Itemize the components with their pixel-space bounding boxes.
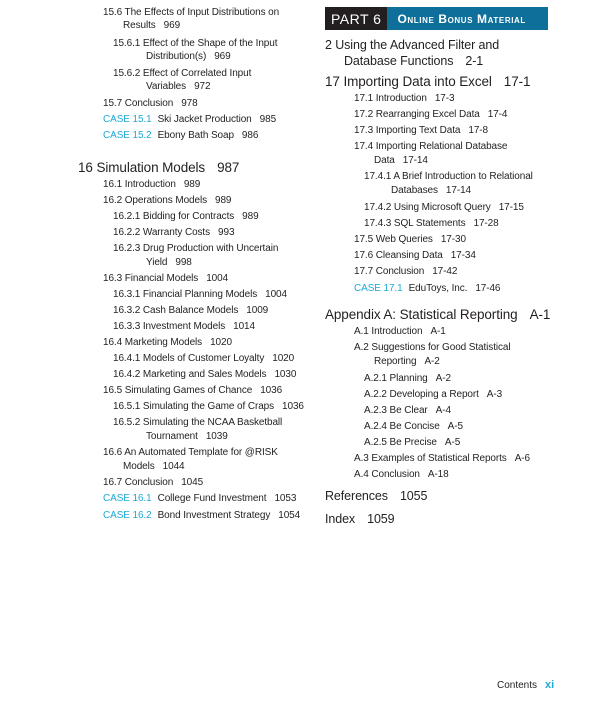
toc-entry: Data 17-14 [374, 155, 428, 166]
toc-entry: 16.6 An Automated Template for @RISK [103, 447, 278, 458]
toc-entry: 16.2.2 Warranty Costs 993 [113, 227, 235, 238]
toc-entry: 15.6 The Effects of Input Distributions on [103, 7, 280, 18]
toc-entry: 16.2 Operations Models 989 [103, 195, 232, 206]
footer-label: Contents [497, 680, 538, 691]
toc-entry: 17.4.1 A Brief Introduction to Relational [364, 171, 533, 182]
toc-entry: 16.5 Simulating Games of Chance 1036 [103, 385, 283, 396]
case-entry: CASE 17.1 EduToys, Inc. 17-46 [354, 283, 501, 294]
toc-entry: 17.7 Conclusion 17-42 [354, 266, 458, 277]
page-footer [497, 679, 554, 691]
toc-entry: A.3 Examples of Statistical Reports A-6 [354, 453, 530, 464]
toc-entry: A.1 Introduction A-1 [354, 326, 446, 337]
toc-entry: 15.7 Conclusion 978 [103, 98, 198, 109]
part-number: PART 6 [325, 7, 387, 30]
toc-entry: A.2.4 Be Concise A-5 [364, 421, 463, 432]
toc-entry: 15.6.1 Effect of the Shape of the Input [113, 38, 278, 49]
chapter-entry: Appendix A: Statistical Reporting A-1 [325, 307, 551, 322]
chapter-entry: Database Functions 2-1 [344, 54, 484, 68]
toc-entry: 16.3.2 Cash Balance Models 1009 [113, 305, 269, 316]
case-label: CASE 15.2 [103, 130, 152, 141]
toc-entry: 16.4.1 Models of Customer Loyalty 1020 [113, 353, 295, 364]
toc-entry: Yield 998 [146, 257, 192, 268]
toc-entry: 16.2.1 Bidding for Contracts 989 [113, 211, 259, 222]
chapter-entry: 16 Simulation Models 987 [78, 160, 240, 175]
toc-entry: 16.3.3 Investment Models 1014 [113, 321, 255, 332]
toc-entry: 16.7 Conclusion 1045 [103, 477, 204, 488]
case-entry: CASE 15.2 Ebony Bath Soap 986 [103, 130, 259, 141]
case-entry: CASE 15.1 Ski Jacket Production 985 [103, 114, 277, 125]
case-entry: CASE 16.1 College Fund Investment 1053 [103, 493, 297, 504]
case-entry: CASE 16.2 Bond Investment Strategy 1054 [103, 510, 301, 521]
chapter-entry: References 1055 [325, 489, 428, 503]
chapter-entry: 17 Importing Data into Excel 17-1 [325, 74, 531, 89]
part-title: Online Bonus Material [397, 11, 526, 26]
toc-entry: Distribution(s) 969 [146, 51, 231, 62]
toc-entry: 16.3 Financial Models 1004 [103, 273, 229, 284]
toc-entry: 16.5.2 Simulating the NCAA Basketball [113, 417, 283, 428]
toc-entry: A.2.5 Be Precise A-5 [364, 437, 461, 448]
chapter-entry: 2 Using the Advanced Filter and [325, 38, 500, 52]
toc-entry: Reporting A-2 [374, 356, 440, 367]
toc-entry: 17.4 Importing Relational Database [354, 141, 508, 152]
toc-entry: 16.2.3 Drug Production with Uncertain [113, 243, 279, 254]
toc-entry: 17.6 Cleansing Data 17-34 [354, 250, 476, 261]
case-label: CASE 15.1 [103, 114, 152, 125]
case-label: CASE 17.1 [354, 283, 403, 294]
case-label: CASE 16.2 [103, 510, 152, 521]
toc-entry: 17.4.3 SQL Statements 17-28 [364, 218, 499, 229]
toc-entry: 16.4 Marketing Models 1020 [103, 337, 232, 348]
toc-entry: 15.6.2 Effect of Correlated Input [113, 68, 252, 79]
case-label: CASE 16.1 [103, 493, 152, 504]
toc-entry: Results 969 [123, 20, 181, 31]
toc-entry: 17.1 Introduction 17-3 [354, 93, 455, 104]
page-number: xi [545, 679, 555, 691]
toc-entry: A.2.3 Be Clear A-4 [364, 405, 451, 416]
toc-entry: A.4 Conclusion A-18 [354, 469, 449, 480]
toc-entry: 17.5 Web Queries 17-30 [354, 234, 466, 245]
toc-entry: 17.4.2 Using Microsoft Query 17-15 [364, 202, 524, 213]
toc-entry: 17.2 Rearranging Excel Data 17-4 [354, 109, 508, 120]
toc-entry: Tournament 1039 [146, 431, 228, 442]
toc-entry: 16.1 Introduction 989 [103, 179, 201, 190]
toc-entry: Variables 972 [146, 81, 211, 92]
toc-entry: 16.4.2 Marketing and Sales Models 1030 [113, 369, 297, 380]
toc-entry: A.2 Suggestions for Good Statistical [354, 342, 511, 353]
part-header [325, 7, 548, 30]
toc-entry: A.2.1 Planning A-2 [364, 373, 451, 384]
toc-entry: 16.3.1 Financial Planning Models 1004 [113, 289, 287, 300]
toc-entry: Databases 17-14 [391, 185, 471, 196]
chapter-entry: Index 1059 [325, 512, 395, 526]
toc-entry: 16.5.1 Simulating the Game of Craps 1036 [113, 401, 304, 412]
toc-entry: A.2.2 Developing a Report A-3 [364, 389, 503, 400]
toc-entry: 17.3 Importing Text Data 17-8 [354, 125, 488, 136]
toc-entry: Models 1044 [123, 461, 185, 472]
